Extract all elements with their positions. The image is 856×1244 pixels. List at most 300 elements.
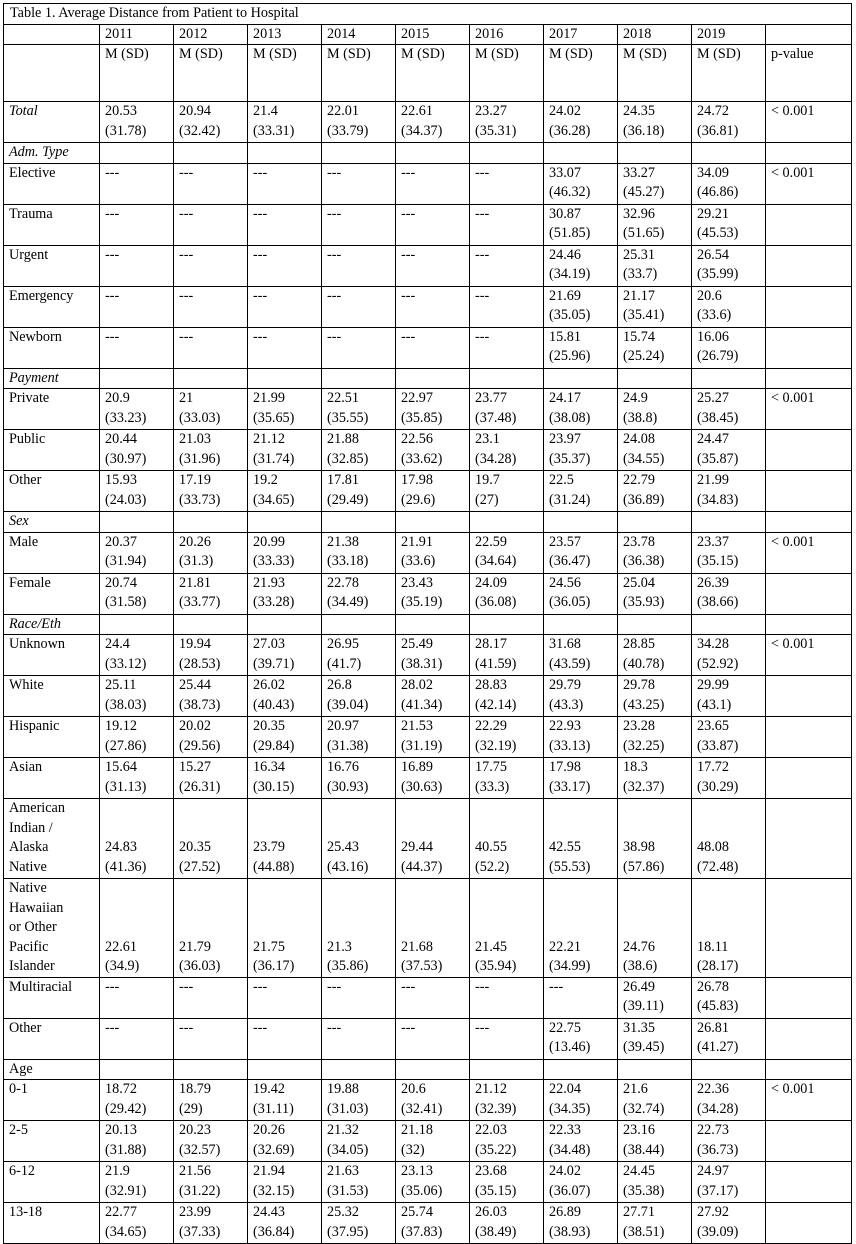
value-cell bbox=[544, 1059, 618, 1080]
value-cell: --- bbox=[248, 327, 322, 368]
value-cell bbox=[470, 614, 544, 635]
value-cell: 21.68 (37.53) bbox=[396, 879, 470, 978]
value-cell: 21.6 (32.74) bbox=[618, 1080, 692, 1121]
value-cell: 23.77 (37.48) bbox=[470, 389, 544, 430]
value-cell: 21.75 (36.17) bbox=[248, 879, 322, 978]
value-cell bbox=[470, 1059, 544, 1080]
table-row bbox=[4, 573, 852, 614]
value-cell bbox=[470, 512, 544, 533]
value-cell: 29.78 (43.25) bbox=[618, 676, 692, 717]
value-cell: 31.35 (39.45) bbox=[618, 1018, 692, 1059]
value-cell: 22.56 (33.62) bbox=[396, 430, 470, 471]
value-cell: 19.42 (31.11) bbox=[248, 1080, 322, 1121]
value-cell: 25.04 (35.93) bbox=[618, 573, 692, 614]
value-cell: 20.26 (32.69) bbox=[248, 1121, 322, 1162]
value-cell: 16.89 (30.63) bbox=[396, 758, 470, 799]
value-cell: 24.45 (35.38) bbox=[618, 1162, 692, 1203]
pvalue-cell bbox=[766, 573, 852, 614]
table-row bbox=[4, 1121, 852, 1162]
value-cell bbox=[322, 1059, 396, 1080]
value-cell: --- bbox=[174, 327, 248, 368]
value-cell: 20.13 (31.88) bbox=[100, 1121, 174, 1162]
value-cell bbox=[322, 143, 396, 164]
value-cell: 26.95 (41.7) bbox=[322, 635, 396, 676]
value-cell: 22.61 (34.9) bbox=[100, 879, 174, 978]
value-cell: 17.98 (29.6) bbox=[396, 471, 470, 512]
year-header: 2019 bbox=[692, 24, 766, 45]
table-row bbox=[4, 1162, 852, 1203]
value-cell bbox=[248, 614, 322, 635]
value-cell: 20.74 (31.58) bbox=[100, 573, 174, 614]
pvalue-cell bbox=[766, 286, 852, 327]
row-label: Other bbox=[4, 1018, 100, 1059]
value-cell: --- bbox=[248, 1018, 322, 1059]
value-cell: 24.83 (41.36) bbox=[100, 799, 174, 879]
value-cell: 26.02 (40.43) bbox=[248, 676, 322, 717]
value-cell bbox=[174, 614, 248, 635]
value-cell: --- bbox=[174, 286, 248, 327]
value-cell: --- bbox=[100, 204, 174, 245]
value-cell: 18.11 (28.17) bbox=[692, 879, 766, 978]
value-cell: --- bbox=[174, 204, 248, 245]
value-cell: 26.54 (35.99) bbox=[692, 245, 766, 286]
value-cell: 21.32 (34.05) bbox=[322, 1121, 396, 1162]
row-label: Total bbox=[4, 102, 100, 143]
value-cell: --- bbox=[470, 245, 544, 286]
value-cell: 32.96 (51.65) bbox=[618, 204, 692, 245]
pvalue-cell bbox=[766, 1018, 852, 1059]
row-label: Native Hawaiian or Other Pacific Islander bbox=[4, 879, 100, 978]
value-cell: 22.93 (33.13) bbox=[544, 717, 618, 758]
value-cell bbox=[470, 143, 544, 164]
value-cell: 23.28 (32.25) bbox=[618, 717, 692, 758]
row-label: Other bbox=[4, 471, 100, 512]
value-cell: 26.49 (39.11) bbox=[618, 977, 692, 1018]
stat-header-row bbox=[4, 45, 852, 102]
value-cell: --- bbox=[100, 286, 174, 327]
value-cell: 21.18 (32) bbox=[396, 1121, 470, 1162]
value-cell: --- bbox=[248, 977, 322, 1018]
table-row bbox=[4, 799, 852, 879]
pvalue-cell bbox=[766, 204, 852, 245]
pvalue-cell bbox=[766, 1162, 852, 1203]
value-cell: 27.03 (39.71) bbox=[248, 635, 322, 676]
value-cell: 24.09 (36.08) bbox=[470, 573, 544, 614]
table-row bbox=[4, 389, 852, 430]
value-cell: 29.44 (44.37) bbox=[396, 799, 470, 879]
value-cell bbox=[174, 1059, 248, 1080]
pvalue-cell bbox=[766, 758, 852, 799]
value-cell bbox=[100, 512, 174, 533]
stat-header: M (SD) bbox=[470, 45, 544, 102]
pvalue-cell bbox=[766, 471, 852, 512]
pvalue-cell: < 0.001 bbox=[766, 1080, 852, 1121]
value-cell: 16.34 (30.15) bbox=[248, 758, 322, 799]
value-cell: 17.81 (29.49) bbox=[322, 471, 396, 512]
value-cell: 20.97 (31.38) bbox=[322, 717, 396, 758]
value-cell bbox=[470, 368, 544, 389]
value-cell: 21.56 (31.22) bbox=[174, 1162, 248, 1203]
value-cell: 22.03 (35.22) bbox=[470, 1121, 544, 1162]
corner-cell bbox=[4, 24, 100, 45]
value-cell: 24.9 (38.8) bbox=[618, 389, 692, 430]
value-cell: 22.51 (35.55) bbox=[322, 389, 396, 430]
value-cell bbox=[618, 1059, 692, 1080]
value-cell: 21.4 (33.31) bbox=[248, 102, 322, 143]
value-cell bbox=[544, 614, 618, 635]
row-label: Payment bbox=[4, 368, 100, 389]
value-cell: 24.43 (36.84) bbox=[248, 1203, 322, 1244]
stat-header: M (SD) bbox=[618, 45, 692, 102]
value-cell: 33.07 (46.32) bbox=[544, 163, 618, 204]
value-cell: 23.68 (35.15) bbox=[470, 1162, 544, 1203]
pvalue-cell bbox=[766, 676, 852, 717]
value-cell: 27.92 (39.09) bbox=[692, 1203, 766, 1244]
value-cell: 19.94 (28.53) bbox=[174, 635, 248, 676]
value-cell bbox=[248, 512, 322, 533]
value-cell: --- bbox=[396, 245, 470, 286]
value-cell: --- bbox=[396, 977, 470, 1018]
pvalue-cell bbox=[766, 879, 852, 978]
row-label: 6-12 bbox=[4, 1162, 100, 1203]
value-cell: --- bbox=[470, 204, 544, 245]
value-cell: 21.12 (31.74) bbox=[248, 430, 322, 471]
row-label: Age bbox=[4, 1059, 100, 1080]
table-row bbox=[4, 1018, 852, 1059]
value-cell bbox=[396, 1059, 470, 1080]
value-cell: 18.79 (29) bbox=[174, 1080, 248, 1121]
pvalue-cell bbox=[766, 1059, 852, 1080]
value-cell: 31.68 (43.59) bbox=[544, 635, 618, 676]
value-cell: 25.44 (38.73) bbox=[174, 676, 248, 717]
value-cell: 22.04 (34.35) bbox=[544, 1080, 618, 1121]
value-cell bbox=[100, 614, 174, 635]
row-label: Emergency bbox=[4, 286, 100, 327]
value-cell: 22.33 (34.48) bbox=[544, 1121, 618, 1162]
pvalue-cell bbox=[766, 717, 852, 758]
value-cell: 24.35 (36.18) bbox=[618, 102, 692, 143]
table-caption: Table 1. Average Distance from Patient to Hospital bbox=[4, 4, 852, 25]
value-cell: 20.6 (32.41) bbox=[396, 1080, 470, 1121]
value-cell: 48.08 (72.48) bbox=[692, 799, 766, 879]
value-cell: 20.23 (32.57) bbox=[174, 1121, 248, 1162]
value-cell: 28.02 (41.34) bbox=[396, 676, 470, 717]
pvalue-cell: < 0.001 bbox=[766, 163, 852, 204]
year-header: 2016 bbox=[470, 24, 544, 45]
value-cell: 21.69 (35.05) bbox=[544, 286, 618, 327]
value-cell: 24.72 (36.81) bbox=[692, 102, 766, 143]
table-row bbox=[4, 368, 852, 389]
value-cell bbox=[618, 614, 692, 635]
value-cell: --- bbox=[396, 1018, 470, 1059]
value-cell: 20.99 (33.33) bbox=[248, 532, 322, 573]
table-row bbox=[4, 245, 852, 286]
value-cell: 20.44 (30.97) bbox=[100, 430, 174, 471]
table-row bbox=[4, 532, 852, 573]
value-cell: 24.76 (38.6) bbox=[618, 879, 692, 978]
value-cell: 34.09 (46.86) bbox=[692, 163, 766, 204]
pvalue-cell bbox=[766, 143, 852, 164]
value-cell bbox=[248, 368, 322, 389]
value-cell: 20.9 (33.23) bbox=[100, 389, 174, 430]
value-cell: 21.53 (31.19) bbox=[396, 717, 470, 758]
year-header-row bbox=[4, 24, 852, 45]
value-cell: 23.13 (35.06) bbox=[396, 1162, 470, 1203]
value-cell: 23.37 (35.15) bbox=[692, 532, 766, 573]
value-cell: 24.4 (33.12) bbox=[100, 635, 174, 676]
value-cell: 21.17 (35.41) bbox=[618, 286, 692, 327]
value-cell: 18.72 (29.42) bbox=[100, 1080, 174, 1121]
value-cell: 23.79 (44.88) bbox=[248, 799, 322, 879]
stat-header: M (SD) bbox=[322, 45, 396, 102]
value-cell bbox=[248, 143, 322, 164]
value-cell: --- bbox=[322, 245, 396, 286]
value-cell: 20.37 (31.94) bbox=[100, 532, 174, 573]
value-cell: 40.55 (52.2) bbox=[470, 799, 544, 879]
value-cell: 19.2 (34.65) bbox=[248, 471, 322, 512]
value-cell: 26.78 (45.83) bbox=[692, 977, 766, 1018]
value-cell: 23.16 (38.44) bbox=[618, 1121, 692, 1162]
value-cell bbox=[396, 368, 470, 389]
year-header: 2012 bbox=[174, 24, 248, 45]
stat-header: M (SD) bbox=[692, 45, 766, 102]
value-cell bbox=[248, 1059, 322, 1080]
row-label: 0-1 bbox=[4, 1080, 100, 1121]
value-cell: 23.99 (37.33) bbox=[174, 1203, 248, 1244]
pvalue-cell bbox=[766, 614, 852, 635]
value-cell: 19.12 (27.86) bbox=[100, 717, 174, 758]
value-cell bbox=[100, 1059, 174, 1080]
value-cell bbox=[544, 512, 618, 533]
table-row bbox=[4, 614, 852, 635]
pvalue-cell bbox=[766, 512, 852, 533]
value-cell: 21.93 (33.28) bbox=[248, 573, 322, 614]
pvalue-cell: < 0.001 bbox=[766, 635, 852, 676]
value-cell bbox=[396, 614, 470, 635]
row-label: Public bbox=[4, 430, 100, 471]
row-label: Female bbox=[4, 573, 100, 614]
value-cell: --- bbox=[322, 163, 396, 204]
value-cell: --- bbox=[396, 163, 470, 204]
table-row bbox=[4, 430, 852, 471]
value-cell: 25.74 (37.83) bbox=[396, 1203, 470, 1244]
value-cell: 20.6 (33.6) bbox=[692, 286, 766, 327]
value-cell: 15.93 (24.03) bbox=[100, 471, 174, 512]
value-cell bbox=[618, 143, 692, 164]
value-cell bbox=[322, 512, 396, 533]
table-row bbox=[4, 1059, 852, 1080]
value-cell: 20.53 (31.78) bbox=[100, 102, 174, 143]
value-cell: --- bbox=[248, 163, 322, 204]
value-cell: 24.08 (34.55) bbox=[618, 430, 692, 471]
value-cell: 33.27 (45.27) bbox=[618, 163, 692, 204]
value-cell: 21.94 (32.15) bbox=[248, 1162, 322, 1203]
row-label: Male bbox=[4, 532, 100, 573]
table-row bbox=[4, 717, 852, 758]
value-cell bbox=[692, 1059, 766, 1080]
value-cell bbox=[618, 512, 692, 533]
table-row bbox=[4, 471, 852, 512]
pvalue-cell bbox=[766, 799, 852, 879]
row-label: Elective bbox=[4, 163, 100, 204]
table-row bbox=[4, 102, 852, 143]
value-cell: 21.45 (35.94) bbox=[470, 879, 544, 978]
value-cell: --- bbox=[322, 327, 396, 368]
value-cell: 42.55 (55.53) bbox=[544, 799, 618, 879]
value-cell: 24.02 (36.28) bbox=[544, 102, 618, 143]
pvalue-cell bbox=[766, 368, 852, 389]
year-header: 2017 bbox=[544, 24, 618, 45]
value-cell: 20.26 (31.3) bbox=[174, 532, 248, 573]
table-row bbox=[4, 879, 852, 978]
value-cell: 23.27 (35.31) bbox=[470, 102, 544, 143]
value-cell: 20.35 (27.52) bbox=[174, 799, 248, 879]
caption-row bbox=[4, 4, 852, 25]
value-cell: 21.03 (31.96) bbox=[174, 430, 248, 471]
value-cell: 23.43 (35.19) bbox=[396, 573, 470, 614]
value-cell: 25.49 (38.31) bbox=[396, 635, 470, 676]
value-cell: 23.97 (35.37) bbox=[544, 430, 618, 471]
value-cell: --- bbox=[100, 977, 174, 1018]
value-cell: --- bbox=[174, 163, 248, 204]
value-cell: --- bbox=[248, 286, 322, 327]
value-cell: 22.21 (34.99) bbox=[544, 879, 618, 978]
stat-header: M (SD) bbox=[174, 45, 248, 102]
value-cell: 25.27 (38.45) bbox=[692, 389, 766, 430]
value-cell: --- bbox=[248, 204, 322, 245]
value-cell: 22.79 (36.89) bbox=[618, 471, 692, 512]
value-cell bbox=[618, 368, 692, 389]
year-header: 2014 bbox=[322, 24, 396, 45]
value-cell: 26.8 (39.04) bbox=[322, 676, 396, 717]
value-cell: 24.02 (36.07) bbox=[544, 1162, 618, 1203]
value-cell bbox=[322, 614, 396, 635]
value-cell: --- bbox=[248, 245, 322, 286]
pvalue-cell: < 0.001 bbox=[766, 532, 852, 573]
table-row bbox=[4, 635, 852, 676]
corner-cell bbox=[4, 45, 100, 102]
table-row bbox=[4, 512, 852, 533]
value-cell: --- bbox=[396, 327, 470, 368]
value-cell: 21.81 (33.77) bbox=[174, 573, 248, 614]
value-cell: 28.83 (42.14) bbox=[470, 676, 544, 717]
value-cell: 22.01 (33.79) bbox=[322, 102, 396, 143]
row-label: Urgent bbox=[4, 245, 100, 286]
value-cell bbox=[174, 512, 248, 533]
value-cell bbox=[396, 143, 470, 164]
value-cell: 22.77 (34.65) bbox=[100, 1203, 174, 1244]
value-cell: 34.28 (52.92) bbox=[692, 635, 766, 676]
value-cell: 17.19 (33.73) bbox=[174, 471, 248, 512]
row-label: Sex bbox=[4, 512, 100, 533]
value-cell: 21.88 (32.85) bbox=[322, 430, 396, 471]
value-cell: 17.72 (30.29) bbox=[692, 758, 766, 799]
value-cell: 19.7 (27) bbox=[470, 471, 544, 512]
value-cell: 20.94 (32.42) bbox=[174, 102, 248, 143]
value-cell: 27.71 (38.51) bbox=[618, 1203, 692, 1244]
empty-header-cell bbox=[766, 24, 852, 45]
row-label: White bbox=[4, 676, 100, 717]
value-cell: 22.61 (34.37) bbox=[396, 102, 470, 143]
value-cell: 21.79 (36.03) bbox=[174, 879, 248, 978]
value-cell: --- bbox=[322, 286, 396, 327]
row-label: Private bbox=[4, 389, 100, 430]
value-cell: 15.64 (31.13) bbox=[100, 758, 174, 799]
table-row bbox=[4, 1203, 852, 1244]
value-cell: 15.27 (26.31) bbox=[174, 758, 248, 799]
value-cell: 21.99 (35.65) bbox=[248, 389, 322, 430]
value-cell: --- bbox=[174, 1018, 248, 1059]
value-cell: --- bbox=[174, 977, 248, 1018]
value-cell: 22.59 (34.64) bbox=[470, 532, 544, 573]
pvalue-cell bbox=[766, 245, 852, 286]
value-cell: --- bbox=[470, 327, 544, 368]
pvalue-cell bbox=[766, 1121, 852, 1162]
table-row bbox=[4, 676, 852, 717]
value-cell bbox=[544, 368, 618, 389]
value-cell bbox=[174, 143, 248, 164]
table-row bbox=[4, 286, 852, 327]
value-cell: 17.98 (33.17) bbox=[544, 758, 618, 799]
row-label: Adm. Type bbox=[4, 143, 100, 164]
value-cell bbox=[322, 368, 396, 389]
value-cell: 22.73 (36.73) bbox=[692, 1121, 766, 1162]
value-cell bbox=[174, 368, 248, 389]
table-row bbox=[4, 204, 852, 245]
value-cell: 23.65 (33.87) bbox=[692, 717, 766, 758]
value-cell: 22.75 (13.46) bbox=[544, 1018, 618, 1059]
value-cell: 22.78 (34.49) bbox=[322, 573, 396, 614]
row-label: Unknown bbox=[4, 635, 100, 676]
value-cell: 23.78 (36.38) bbox=[618, 532, 692, 573]
pvalue-cell bbox=[766, 977, 852, 1018]
value-cell: 16.06 (26.79) bbox=[692, 327, 766, 368]
value-cell: 24.47 (35.87) bbox=[692, 430, 766, 471]
row-label: 13-18 bbox=[4, 1203, 100, 1244]
value-cell: 26.81 (41.27) bbox=[692, 1018, 766, 1059]
row-label: 2-5 bbox=[4, 1121, 100, 1162]
value-cell: 16.76 (30.93) bbox=[322, 758, 396, 799]
year-header: 2015 bbox=[396, 24, 470, 45]
value-cell: 18.3 (32.37) bbox=[618, 758, 692, 799]
value-cell: 22.29 (32.19) bbox=[470, 717, 544, 758]
table-row bbox=[4, 1080, 852, 1121]
value-cell: 28.85 (40.78) bbox=[618, 635, 692, 676]
value-cell: --- bbox=[544, 977, 618, 1018]
row-label: Newborn bbox=[4, 327, 100, 368]
row-label: Hispanic bbox=[4, 717, 100, 758]
value-cell: 25.32 (37.95) bbox=[322, 1203, 396, 1244]
value-cell: 24.97 (37.17) bbox=[692, 1162, 766, 1203]
table-row bbox=[4, 143, 852, 164]
year-header: 2013 bbox=[248, 24, 322, 45]
value-cell: 22.36 (34.28) bbox=[692, 1080, 766, 1121]
value-cell: 21.3 (35.86) bbox=[322, 879, 396, 978]
pvalue-header: p-value bbox=[766, 45, 852, 102]
value-cell bbox=[100, 368, 174, 389]
value-cell: 25.11 (38.03) bbox=[100, 676, 174, 717]
value-cell: 29.79 (43.3) bbox=[544, 676, 618, 717]
value-cell bbox=[544, 143, 618, 164]
row-label: American Indian / Alaska Native bbox=[4, 799, 100, 879]
pvalue-cell bbox=[766, 1203, 852, 1244]
value-cell: --- bbox=[396, 204, 470, 245]
table-row bbox=[4, 977, 852, 1018]
value-cell: --- bbox=[470, 286, 544, 327]
pvalue-cell bbox=[766, 327, 852, 368]
value-cell: 25.43 (43.16) bbox=[322, 799, 396, 879]
value-cell bbox=[692, 143, 766, 164]
